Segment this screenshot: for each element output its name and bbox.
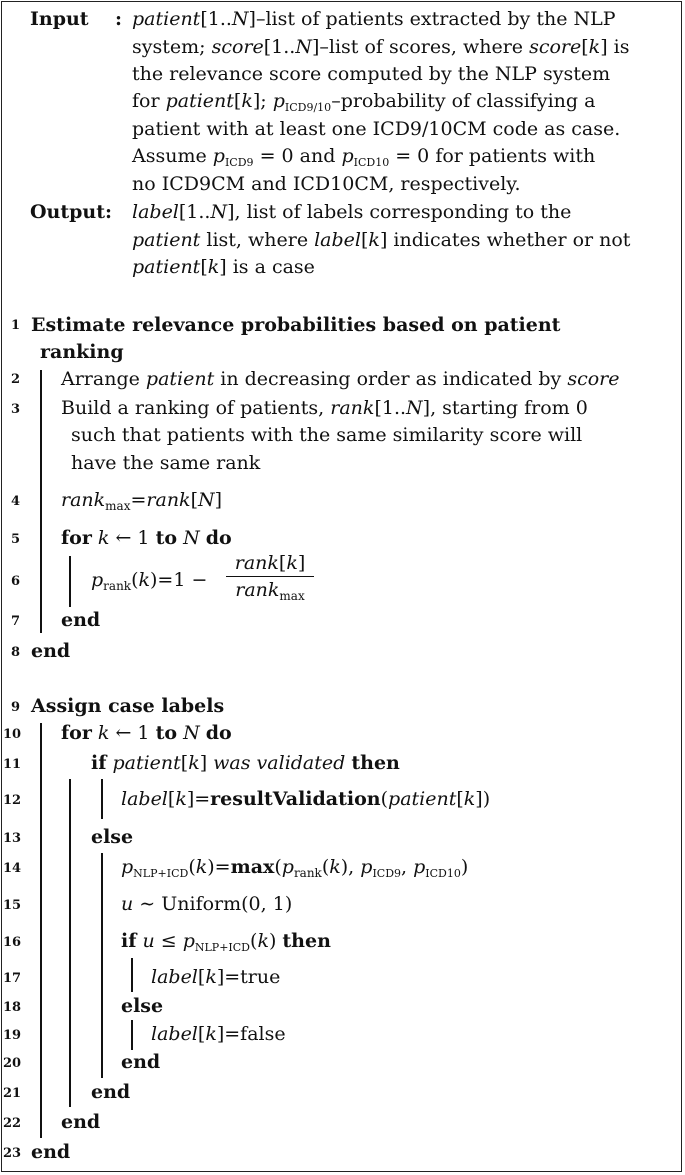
block-bar-inner-else bbox=[131, 1020, 133, 1050]
line-number: 4 bbox=[11, 494, 21, 509]
fraction-numerator: rank[k] bbox=[234, 552, 306, 574]
line-number: 18 bbox=[3, 1000, 22, 1015]
algo-line-18: else bbox=[121, 995, 164, 1017]
line-number: 1 bbox=[11, 318, 21, 333]
block-bar-for-loop bbox=[69, 556, 71, 607]
output-line-3: patient[k] is a case bbox=[132, 256, 315, 278]
input-line-6: Assume $p_{ICD9} = 0$ and $p_{ICD10} = 0$ for patients with bbox=[132, 145, 596, 169]
fraction-denominator: rank$_{max}$ bbox=[235, 579, 305, 604]
line-number: 19 bbox=[3, 1028, 22, 1043]
line-number: 7 bbox=[11, 614, 21, 629]
line-number: 11 bbox=[3, 757, 22, 772]
block-bar-for-loop bbox=[69, 779, 71, 1107]
algo-line-14: $p_{NLP+ICD}(k)=\max(p_{rank}(k)$, $p_{ICD9}$, $p_{ICD10}$) bbox=[121, 856, 469, 880]
input-line-5: patient with at least one ICD9/10CM code as case. bbox=[132, 118, 621, 140]
algo-line-19: label[k]=false bbox=[151, 1023, 286, 1045]
procedure-title-2: Assign case labels bbox=[31, 695, 225, 717]
algo-line-3-cont: such that patients with the same similarity score will bbox=[71, 424, 583, 446]
block-bar-else bbox=[101, 853, 103, 1078]
algo-line-21: end bbox=[91, 1081, 131, 1103]
input-line-3: the relevance score computed by the NLP system bbox=[132, 63, 611, 85]
algo-line-4: rank$_{max}$=rank[N] bbox=[61, 489, 223, 513]
line-number: 14 bbox=[3, 861, 22, 876]
output-line-1: label[1..N], list of labels corresponding to the bbox=[132, 201, 572, 223]
algo-line-6: $p_{rank}(k)=1$ − bbox=[91, 569, 208, 593]
algo-line-5: for k ← 1 to N do bbox=[61, 527, 232, 549]
line-number: 23 bbox=[3, 1146, 22, 1161]
algo-line-12: label[k]=resultValidation(patient[k]) bbox=[121, 788, 491, 810]
output-line-2: patient list, where label[k] indicates whether or not bbox=[132, 229, 631, 251]
algo-line-23: end bbox=[31, 1141, 71, 1163]
procedure-title: Estimate relevance probabilities based on patient bbox=[31, 314, 561, 336]
line-number: 10 bbox=[3, 727, 22, 742]
algo-line-11: if patient[k] was validated then bbox=[91, 752, 400, 774]
procedure-title-cont: ranking bbox=[40, 341, 124, 363]
output-label: Output: bbox=[30, 201, 113, 223]
input-label: Input bbox=[30, 8, 89, 30]
line-number: 22 bbox=[3, 1116, 22, 1131]
block-bar-if bbox=[101, 779, 103, 819]
line-number: 5 bbox=[11, 532, 21, 547]
algo-line-20: end bbox=[121, 1051, 161, 1073]
block-bar-level1 bbox=[40, 723, 42, 1138]
algo-line-10: for k ← 1 to N do bbox=[61, 722, 232, 744]
line-number: 6 bbox=[11, 574, 21, 589]
line-number: 12 bbox=[3, 793, 22, 808]
line-number: 17 bbox=[3, 971, 22, 986]
fraction-bar bbox=[226, 576, 314, 577]
line-number: 20 bbox=[3, 1056, 22, 1071]
algo-line-7: end bbox=[61, 609, 101, 631]
line-number: 15 bbox=[3, 898, 22, 913]
input-line-1: patient[1..N]–list of patients extracted by the NLP bbox=[132, 8, 616, 30]
algo-line-16: if $u \le p_{NLP+ICD}(k)$ then bbox=[121, 930, 331, 954]
algo-line-15: u ∼ Uniform(0, 1) bbox=[121, 893, 293, 915]
rank-fraction bbox=[226, 552, 314, 604]
block-bar-level1 bbox=[40, 370, 42, 633]
algo-line-13: else bbox=[91, 826, 134, 848]
algo-line-3: Build a ranking of patients, rank[1..N], starting from 0 bbox=[61, 397, 588, 419]
algo-line-17: label[k]=true bbox=[151, 966, 281, 988]
algo-line-3-cont: have the same rank bbox=[71, 452, 261, 474]
line-number: 13 bbox=[3, 831, 22, 846]
input-line-7: no ICD9CM and ICD10CM, respectively. bbox=[132, 173, 521, 195]
line-number: 8 bbox=[11, 645, 21, 660]
input-line-4: for patient[k]; $p_{ICD9/10}$–probability of classifying a bbox=[132, 90, 596, 114]
line-number: 9 bbox=[11, 700, 21, 715]
input-colon: : bbox=[115, 8, 123, 30]
block-bar-inner-if bbox=[131, 958, 133, 992]
input-line-2: system; score[1..N]–list of scores, where score[k] is bbox=[132, 36, 630, 58]
algo-line-8: end bbox=[31, 640, 71, 662]
line-number: 3 bbox=[11, 402, 21, 417]
algo-line-22: end bbox=[61, 1111, 101, 1133]
line-number: 16 bbox=[3, 935, 22, 950]
algo-line-2: Arrange patient in decreasing order as indicated by score bbox=[61, 368, 620, 390]
line-number: 2 bbox=[11, 372, 21, 387]
line-number: 21 bbox=[3, 1086, 22, 1101]
